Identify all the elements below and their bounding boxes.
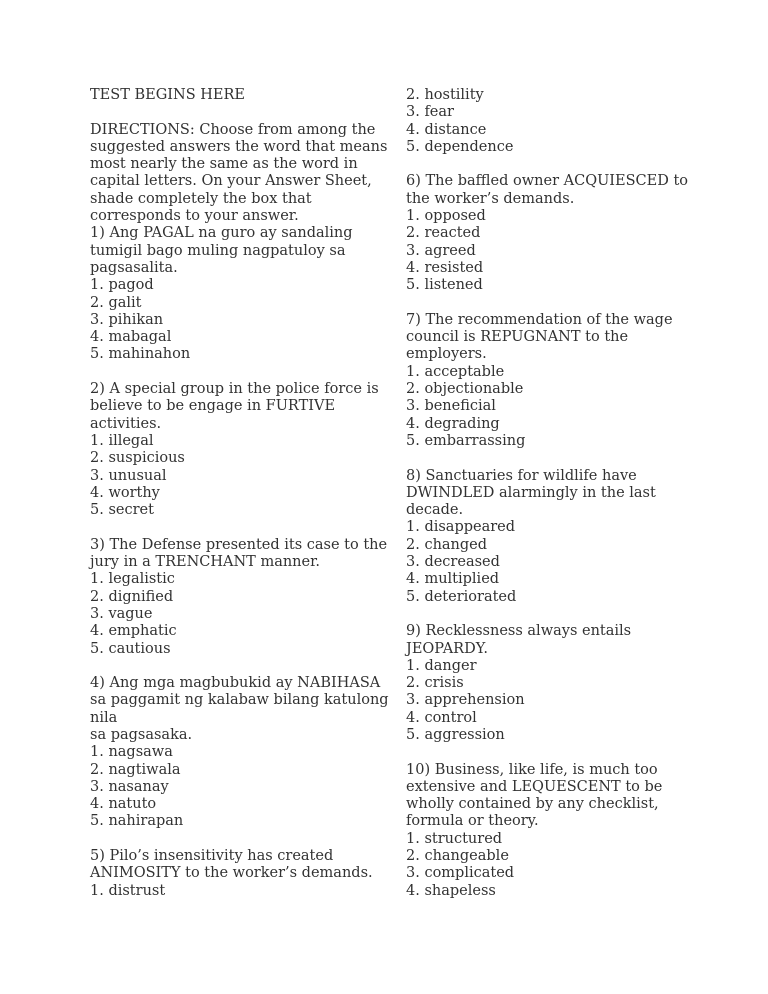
text-line: 1. distrust: [90, 882, 166, 899]
text-line: 2. galit: [90, 294, 142, 311]
text-line: 1. opposed: [406, 208, 486, 225]
text-block: [90, 537, 402, 658]
text-line: jury in a TRENCHANT manner.: [90, 554, 321, 571]
text-block: [90, 675, 402, 831]
text-line: 1. legalistic: [90, 571, 175, 588]
text-line: 5. nahirapan: [90, 813, 184, 830]
text-line: ANIMOSITY to the worker’s demands.: [90, 865, 373, 882]
text-line: wholly contained by any checklist,: [406, 796, 659, 813]
text-line: 3. apprehension: [406, 692, 525, 709]
text-line: 2. reacted: [406, 225, 481, 242]
text-line: 5. embarrassing: [406, 432, 526, 449]
text-line: 3. complicated: [406, 865, 515, 882]
text-line: 2. suspicious: [90, 450, 185, 467]
text-line: JEOPARDY.: [406, 640, 489, 657]
text-line: formula or theory.: [406, 813, 539, 830]
text-block: [90, 87, 402, 104]
text-line: 5. listened: [406, 277, 483, 294]
text-block: [406, 173, 706, 294]
text-line: 9) Recklessness always entails: [406, 623, 632, 640]
text-line: 2. crisis: [406, 675, 464, 692]
text-line: DWINDLED alarmingly in the last: [406, 484, 656, 501]
text-line: 5. cautious: [90, 640, 171, 657]
text-line: sa pagsasaka.: [90, 726, 193, 743]
text-line: 3. fear: [406, 104, 454, 121]
text-line: 4. emphatic: [90, 623, 177, 640]
text-block: [406, 87, 706, 156]
text-line: tumigil bago muling nagpatuloy sa: [90, 242, 346, 259]
text-line: believe to be engage in FURTIVE: [90, 398, 336, 415]
text-line: 6) The baffled owner ACQUIESCED to: [406, 173, 689, 190]
text-line: the worker’s demands.: [406, 190, 575, 207]
text-line: 4. worthy: [90, 484, 160, 501]
text-block: [406, 762, 706, 900]
text-line: 3. unusual: [90, 467, 167, 484]
text-block: [406, 468, 706, 606]
text-block: [90, 848, 402, 900]
text-line: 2. changeable: [406, 848, 509, 865]
text-line: 5. mahinahon: [90, 346, 191, 363]
text-line: 4. mabagal: [90, 329, 172, 346]
text-line: nila: [90, 709, 118, 726]
text-block: [90, 381, 402, 519]
text-line: 1. danger: [406, 657, 477, 674]
text-line: 4. multiplied: [406, 571, 500, 588]
text-line: sa paggamit ng kalabaw bilang katulong: [90, 692, 389, 709]
text-line: 5. dependence: [406, 138, 514, 155]
text-line: 5. aggression: [406, 726, 505, 743]
text-line: 3. vague: [90, 605, 153, 622]
left-column: [90, 87, 402, 900]
text-line: 10) Business, like life, is much too: [406, 761, 658, 778]
text-line: 4. degrading: [406, 415, 500, 432]
text-line: 3. agreed: [406, 242, 476, 259]
text-line: 5. deteriorated: [406, 588, 517, 605]
text-line: 3. pihikan: [90, 311, 164, 328]
text-block: [406, 623, 706, 744]
text-line: 7) The recommendation of the wage: [406, 311, 673, 328]
text-line: decade.: [406, 502, 464, 519]
text-block: [406, 312, 706, 450]
text-line: 1. illegal: [90, 432, 154, 449]
text-line: most nearly the same as the word in: [90, 156, 358, 173]
text-line: capital letters. On your Answer Sheet,: [90, 173, 372, 190]
text-line: 5. secret: [90, 502, 154, 519]
text-line: 4. distance: [406, 121, 487, 138]
text-line: 3. nasanay: [90, 778, 169, 795]
text-line: 2. objectionable: [406, 381, 524, 398]
text-line: 4) Ang mga magbubukid ay NABIHASA: [90, 675, 381, 692]
text-line: 1. pagod: [90, 277, 154, 294]
text-line: pagsasalita.: [90, 259, 178, 276]
text-line: 1. structured: [406, 830, 503, 847]
text-line: 4. resisted: [406, 259, 484, 276]
text-line: 4. shapeless: [406, 882, 496, 899]
text-line: 1. nagsawa: [90, 744, 173, 761]
text-line: 2. dignified: [90, 588, 174, 605]
text-line: 2) A special group in the police force is: [90, 381, 379, 398]
text-line: 1) Ang PAGAL na guro ay sandaling: [90, 225, 353, 242]
text-line: extensive and LEQUESCENT to be: [406, 778, 663, 795]
text-line: 4. natuto: [90, 796, 157, 813]
text-line: corresponds to your answer.: [90, 208, 299, 225]
text-line: 4. control: [406, 709, 477, 726]
text-block: [90, 122, 402, 364]
text-line: 3. beneficial: [406, 398, 496, 415]
text-line: activities.: [90, 415, 162, 432]
text-line: DIRECTIONS: Choose from among the: [90, 121, 376, 138]
text-line: 3. decreased: [406, 554, 500, 571]
right-column: [406, 87, 706, 900]
text-line: 1. acceptable: [406, 363, 505, 380]
text-line: TEST BEGINS HERE: [90, 87, 245, 103]
text-line: council is REPUGNANT to the: [406, 329, 629, 346]
text-line: 1. disappeared: [406, 519, 516, 536]
text-line: suggested answers the word that means: [90, 138, 388, 155]
text-line: shade completely the box that: [90, 190, 312, 207]
text-line: 2. nagtiwala: [90, 761, 181, 778]
text-line: employers.: [406, 346, 487, 363]
text-line: 3) The Defense presented its case to the: [90, 536, 388, 553]
text-line: 2. changed: [406, 536, 488, 553]
text-line: 8) Sanctuaries for wildlife have: [406, 467, 637, 484]
text-line: 5) Pilo’s insensitivity has created: [90, 848, 334, 865]
text-line: 2. hostility: [406, 87, 484, 103]
